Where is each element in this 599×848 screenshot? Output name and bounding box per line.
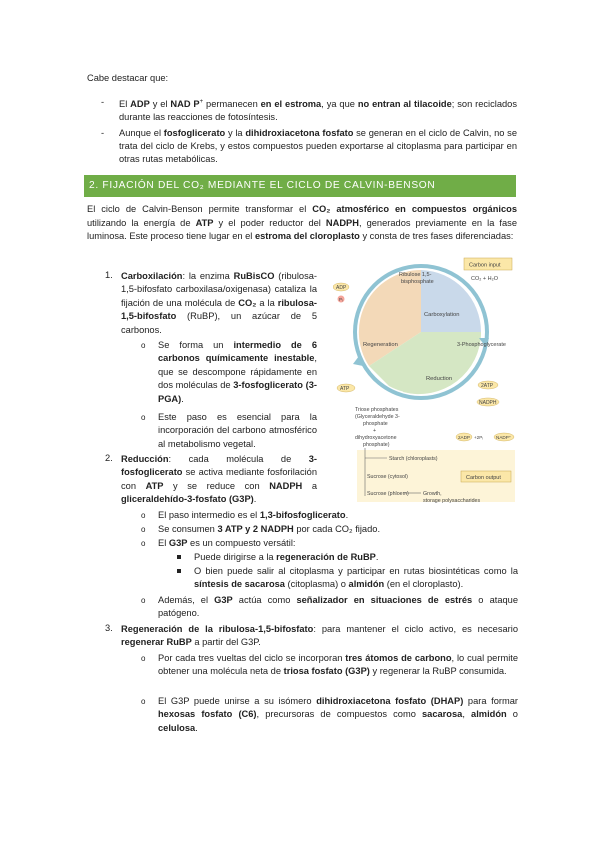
svg-text:bisphosphate: bisphosphate <box>401 279 434 285</box>
step-reduction: Reducción: cada molécula de 3-fosfoglicerato se activa mediante fosforilación con ATP y se reduce con NADPH a gliceraldehído-3-fosfato (G3P). <box>121 454 317 505</box>
list-item: o Además, el G3P actúa como señalizador en situaciones de estrés o ataque patógeno. <box>141 595 518 619</box>
list-item: Puede dirigirse a la regeneración de RuBP. <box>194 551 518 564</box>
svg-text:Growth,: Growth, <box>423 491 442 497</box>
step-carboxylation: Carboxilación: la enzima RuBisCO (ribulosa-1,5-bifosfato carboxilasa/oxigenasa) cataliza la fijación de una molécula de CO₂ a la ribulosa-1,5-bifosfato (RuBP), un azúcar de 5 carbonos. <box>121 271 317 335</box>
svg-text:Ribulose 1,5-: Ribulose 1,5- <box>399 272 432 278</box>
list-item: - Aunque el fosfoglicerato y la dihidroxiacetona fosfato se generan en el ciclo de Calvin, no se trata del ciclo de Krebs, y estos compuestos pueden exportarse al citoplasma para participar en otras rutas metabólicas. <box>101 128 517 165</box>
step-regeneration: Regeneración de la ribulosa-1,5-bifosfato: para mantener el ciclo activo, es necesario regenerar RuBP a partir del G3P. <box>121 624 518 648</box>
svg-text:Starch (chloroplasts): Starch (chloroplasts) <box>389 456 438 462</box>
svg-text:ADP: ADP <box>336 285 347 291</box>
svg-text:CO₂ + H₂O: CO₂ + H₂O <box>471 276 499 282</box>
list-item: o Por cada tres vueltas del ciclo se incorporan tres átomos de carbono, lo cual permite obtener una molécula neta de triosa fosfato (G3P) y regenerar la RuBP consumida. <box>141 653 519 677</box>
svg-text:(Glyceraldehyde 3-: (Glyceraldehyde 3- <box>355 414 400 420</box>
step-number: 2. <box>105 453 113 463</box>
svg-text:Carboxylation: Carboxylation <box>424 312 460 318</box>
svg-text:Pᵢ: Pᵢ <box>339 297 343 302</box>
calvin-cycle-diagram <box>333 254 516 504</box>
svg-text:2ADP: 2ADP <box>458 435 471 440</box>
list-item: o El G3P es un compuesto versátil: <box>141 538 296 548</box>
list-item: o Se consumen 3 ATP y 2 NADPH por cada CO₂ fijado. <box>141 524 381 534</box>
svg-text:dihydroxyacetone: dihydroxyacetone <box>355 435 397 441</box>
intro-paragraph: El ciclo de Calvin-Benson permite transformar el CO₂ atmosférico en compuestos orgánicos utilizando la energía de ATP y el poder reductor del NADPH, generados previamente en la fase luminosa. Este proceso tiene lugar en el estroma del cloroplasto y consta de tres fases diferenciadas: <box>87 204 517 241</box>
section-title: 2. FIJACIÓN DEL CO₂ MEDIANTE EL CICLO DE CALVIN-BENSON <box>84 175 516 197</box>
dash-list <box>87 96 517 169</box>
svg-text:phosphate): phosphate) <box>363 442 390 448</box>
svg-text:storage polysaccharides: storage polysaccharides <box>423 498 481 504</box>
svg-text:Reduction: Reduction <box>426 376 453 382</box>
svg-text:NADPH: NADPH <box>479 400 497 406</box>
svg-text:2ATP: 2ATP <box>481 383 494 389</box>
step-number: 3. <box>105 623 113 633</box>
carbon-input-label: Carbon input <box>469 262 501 269</box>
svg-text:Regeneration: Regeneration <box>363 342 398 348</box>
svg-text:+2Pᵢ: +2Pᵢ <box>474 435 484 440</box>
svg-text:+: + <box>373 428 377 434</box>
svg-text:3-Phosphoglycerate: 3-Phosphoglycerate <box>457 342 506 348</box>
step-number: 1. <box>105 270 113 280</box>
list-item: O bien puede salir al citoplasma y participar en rutas biosintéticas como la síntesis de sacarosa (citoplasma) o almidón (en el cloroplasto). <box>194 565 518 592</box>
svg-text:phosphate: phosphate <box>363 421 388 427</box>
list-item: o El G3P puede unirse a su isómero dihidroxiacetona fosfato (DHAP) para formar hexosas fosfato (C6), precursoras de compuestos como sacarosa, almidón o celulosa. <box>141 696 518 733</box>
list-item: o El paso intermedio es el 1,3-bifosfoglicerato. <box>141 510 349 520</box>
svg-text:NADP⁺: NADP⁺ <box>496 435 512 440</box>
list-item: o Este paso es esencial para la incorporación del carbono atmosférico al metabolismo vegetal. <box>141 412 317 449</box>
svg-text:Sucrose (phloem): Sucrose (phloem) <box>367 491 409 497</box>
intro-text: Cabe destacar que: <box>87 73 169 83</box>
carbon-output-label: Carbon output <box>466 475 501 481</box>
list-item: - El ADP y el NAD P+ permanecen en el estroma, ya que no entran al tilacoide; son reciclados durante las reacciones de fotosíntesis. <box>101 97 517 123</box>
svg-text:Sucrose (cytosol): Sucrose (cytosol) <box>367 474 408 480</box>
list-item: o Se forma un intermedio de 6 carbonos químicamente inestable, que se descompone rápidamente en dos moléculas de 3-fosfoglicerato (3-PGA). <box>141 340 317 404</box>
svg-text:Triose phosphates: Triose phosphates <box>355 407 399 413</box>
svg-text:ATP: ATP <box>340 386 350 392</box>
